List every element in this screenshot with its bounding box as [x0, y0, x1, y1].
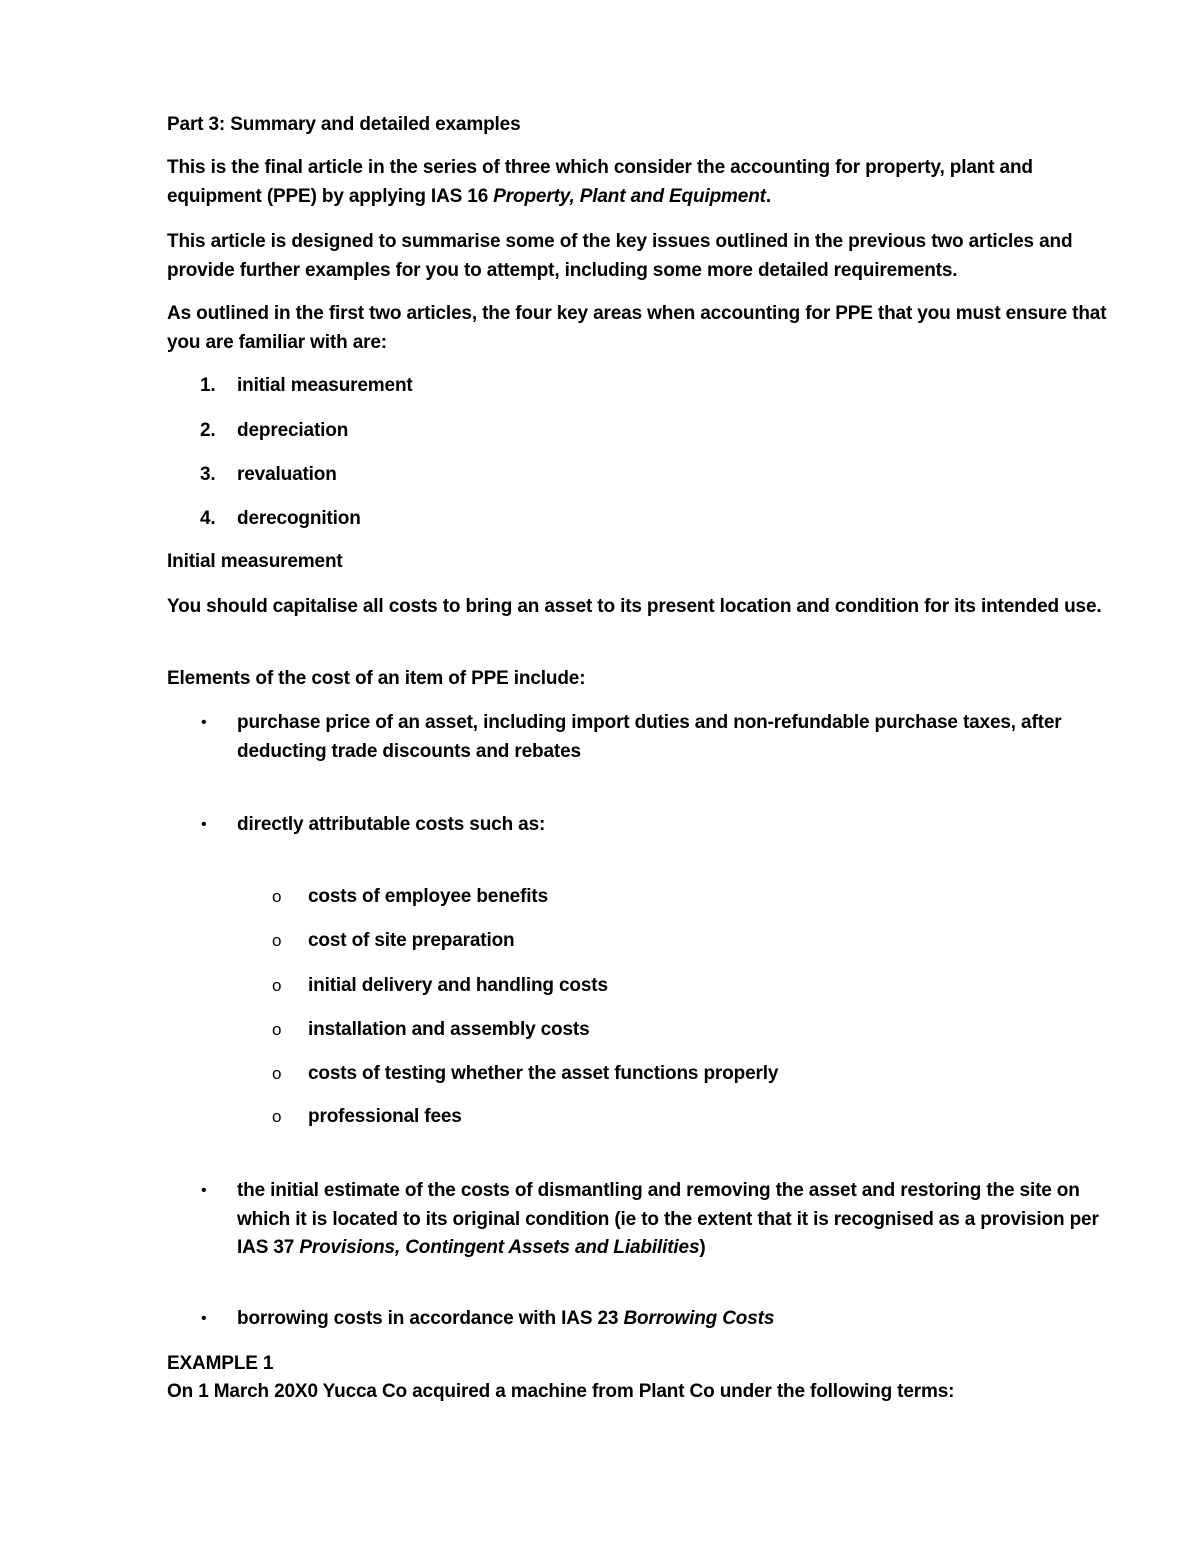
cost-element-directly-attributable: directly attributable costs such as: [237, 814, 546, 835]
sub-list-item: costs of employee benefits [308, 886, 549, 907]
key-area-number: 4. [200, 508, 216, 529]
sub-bullet-marker: o [272, 1064, 282, 1083]
capitalise-paragraph: You should capitalise all costs to bring an asset to its present location and condition for its intended use. [167, 596, 1102, 617]
sub-list-item: cost of site preparation [308, 930, 515, 951]
key-area-item: revaluation [237, 464, 337, 485]
sub-bullet-marker: o [272, 1020, 282, 1039]
borrowing-text: borrowing costs in accordance with IAS 23 [237, 1308, 624, 1329]
key-area-item: depreciation [237, 420, 349, 441]
key-area-item: derecognition [237, 508, 361, 529]
sub-list-item: initial delivery and handling costs [308, 975, 608, 996]
key-area-number: 2. [200, 420, 216, 441]
cost-element-borrowing [237, 1305, 1122, 1334]
dismantling-text-end: ) [699, 1237, 706, 1258]
bullet-marker: • [201, 1310, 207, 1327]
ias23-title: Borrowing Costs [623, 1308, 775, 1329]
sub-bullet-marker: o [272, 931, 282, 950]
key-areas-intro-paragraph: As outlined in the first two articles, the four key areas when accounting for PPE that you must ensure that you are familiar with are: [167, 303, 1107, 353]
sub-bullet-marker: o [272, 1107, 282, 1126]
intro-text: This is the final article in the series of three which consider the accounting for property, plant and equipment (PPE) by applying IAS 16 [167, 157, 1033, 207]
example-heading: EXAMPLE 1 [167, 1353, 274, 1374]
key-area-item: initial measurement [237, 375, 413, 396]
summary-paragraph: This article is designed to summarise some of the key issues outlined in the previous two articles and provide further examples for you to attempt, including some more detailed requirements. [167, 231, 1073, 281]
intro-standard-title: Property, Plant and Equipment [493, 185, 766, 207]
key-area-number: 3. [200, 464, 216, 485]
cost-elements-intro: Elements of the cost of an item of PPE include: [167, 668, 586, 689]
bullet-marker: • [201, 714, 207, 731]
cost-element-dismantling [237, 1177, 1122, 1263]
sub-list-item: professional fees [308, 1106, 462, 1127]
ias37-title: Provisions, Contingent Assets and Liabilities [299, 1237, 700, 1258]
bullet-marker: • [201, 816, 207, 833]
sub-bullet-marker: o [272, 887, 282, 906]
sub-list-item: costs of testing whether the asset functions properly [308, 1063, 779, 1084]
key-area-number: 1. [200, 375, 216, 396]
sub-bullet-marker: o [272, 976, 282, 995]
example-text: On 1 March 20X0 Yucca Co acquired a machine from Plant Co under the following terms: [167, 1381, 955, 1402]
dismantling-text: the initial estimate of the costs of dismantling and removing the asset and restoring the site on which it is located to its original condition (ie to the extent that it is recognised as a provision per IAS 37 [237, 1180, 1099, 1258]
cost-element-purchase-price: purchase price of an asset, including import duties and non-refundable purchase taxes, after deducting trade discounts and rebates [237, 712, 1062, 762]
section-heading: Initial measurement [167, 551, 343, 572]
document-title: Part 3: Summary and detailed examples [167, 114, 521, 135]
intro-text-end: . [765, 185, 771, 207]
intro-paragraph [167, 154, 1127, 211]
sub-list-item: installation and assembly costs [308, 1019, 590, 1040]
bullet-marker: • [201, 1182, 207, 1199]
